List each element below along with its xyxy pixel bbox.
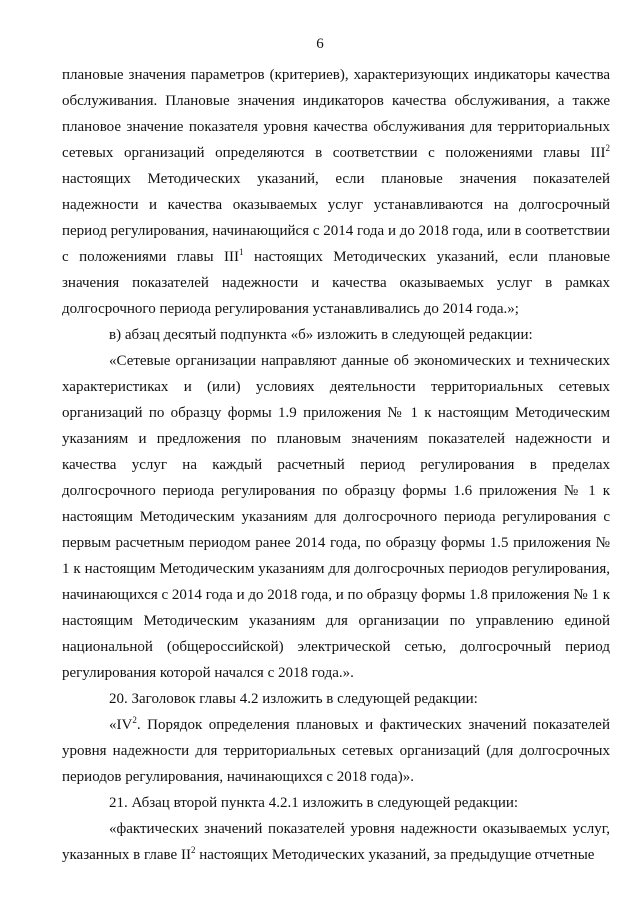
paragraph-item-20: 20. Заголовок главы 4.2 изложить в следующей редакции: xyxy=(109,691,478,707)
paragraph-quoted-start: «фактических значений показателей уровня надежности оказываемых услуг, указанных в главе $II^2$ настоящих Методических указаний, за предыдущие отчетные xyxy=(62,821,610,863)
paragraph-continuation: плановые значения параметров (критериев), характеризующих индикаторы качества обслуживания. Плановые значения индикаторов качества обслуживания, а также плановое значение показателя уровня качества обслуживания для территориальных сетевых организаций определяются в соответствии с положениями главы III$^2$ настоящих Методических указаний, если плановые значения показателей надежности и качества оказываемых услуг устанавливаются на долгосрочный период регулирования, начинающийся с 2014 года и до 2018 года, или в соответствии с положениями главы III$^1$ настоящих Методических указаний, если плановые значения показателей надежности и качества оказываемых услуг в рамках долгосрочного периода регулирования устанавливались до 2014 года.»; xyxy=(62,67,610,317)
paragraph-chapter-title: «$IV^2$. Порядок определения плановых и фактических значений показателей уровня надежности для территориальных сетевых организаций (для долгосрочных периодов регулирования, начинающихся с 2018 года)». xyxy=(62,715,610,785)
paragraph-item-21: 21. Абзац второй пункта 4.2.1 изложить в следующей редакции: xyxy=(109,795,519,811)
page-number: 6 xyxy=(316,36,324,52)
paragraph-item-v: в) абзац десятый подпункта «б» изложить в следующей редакции: xyxy=(109,327,533,343)
document-body xyxy=(62,62,610,868)
paragraph-quoted-amendment: «Сетевые организации направляют данные об экономических и технических характеристиках и (или) условиях деятельности территориальных сетевых организаций по образцу формы 1.9 приложения № 1 к настоящим Методическим указаниям и предложения по плановым значениям показателей надежности и качества услуг на каждый расчетный период регулирования в пределах долгосрочного периода регулирования по образцу формы 1.6 приложения № 1 к настоящим Методическим указаниям для долгосрочного периода регулирования с первым расчетным периодом ранее 2014 года, по образцу формы 1.5 приложения № 1 к настоящим Методическим указаниям для долгосрочных периодов регулирования, начинающихся с 2014 года и до 2018 года, и по образцу формы 1.8 приложения № 1 к настоящим Методическим указаниям для организации по управлению единой национальной (общероссийской) электрической сетью, долгосрочный период регулирования которой начался с 2018 года.». xyxy=(62,353,610,681)
